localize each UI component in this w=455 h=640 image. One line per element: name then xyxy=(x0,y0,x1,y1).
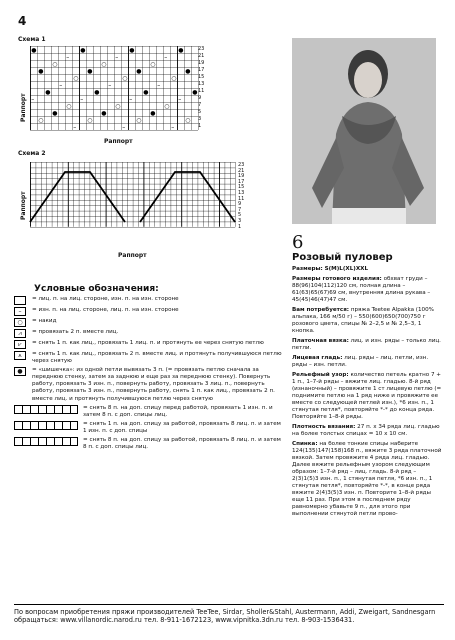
row-number: 7 xyxy=(198,102,202,108)
stitch-symbol: – xyxy=(115,54,119,61)
legend-text: = накид xyxy=(32,318,57,324)
relief-text: количество петель кратно 7 + 1 п., 1–7-й ряды – вяжите лиц. гладью. 8-й ряд (изнаночный) – провяжите 1 ст лицевую петлю (= поднимите петлю на 1 ряд ниже и провяжите ее вместе со следующей петлей изн.), *6 изн. п., 1 стянутая петля*, повторяйте *-* до конца ряда. Повторяйте 1–8-й ряды. xyxy=(292,372,442,420)
stitch-symbol-icon xyxy=(14,296,26,305)
stitch-symbol: ○ xyxy=(115,103,121,110)
legend-item xyxy=(14,351,282,365)
legend-item xyxy=(14,296,282,305)
footer-yarn-contacts: По вопросам приобретения пряжи производителей TeeTee, Sirdar, Sholler&Stahl, Austermann, Addi, Zweigart, Sandnesgarn обращаться: www.villanordic.narod.ru тел. 8-911-1672123, www.vipnitka.3dn.ru тел. 8-903-1536431. xyxy=(14,604,444,625)
scheme2-axis-bottom: Раппорт xyxy=(118,252,147,259)
stitch-symbol: ○ xyxy=(122,75,128,82)
back-text: на более тонкие спицы наберите 124(135)147(158)168 п., вяжите 3 ряда платочной вязкой. Затем провяжите 4 ряда лиц. гладью. Далее вяжите рельефным узором следующим образом: 1–7-й ряд – лиц. гладь. 8-й ряд – 2(3)1(5)3 изн. п., 1 стянутая петля, *6 изн. п., 1 стянутая петля*, повторяйте *-*, в конце ряда вяжите 2(4)3(5)3 изн. п. Повторите 1–8-й ряды еще 11 раз. При этом в последнем ряду равномерно убавьте 9 п., для этого при выполнении стянутой петли прово- xyxy=(292,441,442,517)
scheme1-axis-bottom: Раппорт xyxy=(104,138,133,145)
pattern-instructions xyxy=(292,266,442,521)
legend-title: Условные обозначения: xyxy=(34,284,159,294)
legend-list xyxy=(14,296,282,453)
row-number: 19 xyxy=(198,60,205,66)
legend-text: = провязать 2 п. вместе лиц. xyxy=(32,329,119,335)
stitch-symbol: ○ xyxy=(150,61,156,68)
row-number: 13 xyxy=(198,81,205,87)
cable-diagonal-lines xyxy=(30,172,235,222)
stitch-symbol: ○ xyxy=(101,61,107,68)
pattern-title: Розовый пуловер xyxy=(292,252,393,263)
legend-item xyxy=(14,329,282,338)
stitch-symbol-icon: ⩚ xyxy=(14,351,26,360)
row-number: 21 xyxy=(198,53,205,59)
stitch-symbol: – xyxy=(164,54,168,61)
stitch-symbol: ○ xyxy=(171,75,177,82)
materials-text: пряжа Teetee Alpakka (100% альпака, 166 м/50 г) – 550(600)650(700)750 г розового цвета, спицы № 2–2,5 и № 2,5–3, 1 кнопка. xyxy=(292,307,434,334)
legend-item xyxy=(14,367,282,402)
dimensions-label: Размеры готового изделия: xyxy=(292,276,382,282)
density-text: 27 п. x 34 ряда лиц. гладью на более толстых спицах = 10 x 10 см. xyxy=(292,424,440,437)
row-number: 5 xyxy=(238,212,242,219)
stitch-symbol: ○ xyxy=(185,117,191,124)
pattern-number: 6 xyxy=(292,232,304,253)
sizes-label: Размеры: xyxy=(292,266,323,272)
dimensions-text: обхват груди – 88(96)104(112)120 см, полная длина – 61(63)65(67)69 см, внутренняя длина рукава – 45(45)46(47)47 см. xyxy=(292,276,431,303)
legend-item xyxy=(14,318,282,327)
stitch-symbol: ○ xyxy=(73,75,79,82)
scheme1-title: Схема 1 xyxy=(18,36,46,43)
stitch-symbol: ● xyxy=(45,89,51,96)
legend-text: = снять 1 п. как лиц., провязать 2 п. вместе лиц. и протянуть получившуюся петлю через снятую xyxy=(32,351,282,365)
stitch-symbol: ● xyxy=(38,68,44,75)
row-number: 11 xyxy=(238,195,245,202)
stitch-symbol: ● xyxy=(31,47,37,54)
stitch-symbol: ● xyxy=(150,110,156,117)
scheme2-axis-left: Раппорт xyxy=(20,191,27,220)
row-number: 17 xyxy=(198,67,205,73)
cable-symbol-icon xyxy=(14,437,78,446)
scheme2-title: Схема 2 xyxy=(18,150,46,157)
legend-item xyxy=(14,307,282,316)
stitch-symbol: ○ xyxy=(87,117,93,124)
row-number: 3 xyxy=(238,218,242,224)
row-number: 19 xyxy=(238,173,245,180)
stitch-symbol: ● xyxy=(101,110,107,117)
stitch-symbol: ● xyxy=(52,110,58,117)
stitch-symbol-icon: ● xyxy=(14,367,26,376)
row-number: 17 xyxy=(238,178,245,185)
legend-item xyxy=(14,437,282,451)
plain-text: лиц. и изн. ряды – только лиц. петли. xyxy=(292,338,441,351)
stitch-symbol: – xyxy=(66,54,70,61)
stitch-symbol: ● xyxy=(136,68,142,75)
scheme1-grid xyxy=(30,46,198,131)
cable-symbol-icon xyxy=(14,405,78,414)
stitch-symbol: ● xyxy=(129,47,135,54)
stitch-symbol: – xyxy=(129,96,133,103)
cable-symbol-icon xyxy=(14,421,78,430)
stitch-symbol: ○ xyxy=(38,117,44,124)
legend-item xyxy=(14,421,282,435)
row-number: 9 xyxy=(238,201,242,208)
legend-text: = лиц. п. на лиц. стороне, изн. п. на изн. стороне xyxy=(32,296,179,302)
stitch-symbol: – xyxy=(178,96,182,103)
stockinette-text: лиц. ряды – лиц. петли, изн. ряды – изн. петли. xyxy=(292,355,429,368)
stitch-symbol: – xyxy=(157,82,161,89)
legend-text: = снять 1 п. на доп. спицу за работой, провязать 8 лиц. п. и затем 1 изн. п. с доп. спицы xyxy=(83,420,281,434)
scheme2-grid xyxy=(30,162,235,244)
stitch-symbol: – xyxy=(80,96,84,103)
stitch-symbol: ○ xyxy=(136,117,142,124)
row-number: 9 xyxy=(198,95,202,101)
stitch-symbol: ● xyxy=(143,89,149,96)
stitch-symbol: ○ xyxy=(164,103,170,110)
row-number: 5 xyxy=(198,109,202,115)
plain-label: Платочная вязка: xyxy=(292,338,349,344)
page-number: 4 xyxy=(18,14,27,28)
row-number: 7 xyxy=(238,206,242,213)
model-photo xyxy=(292,38,436,224)
row-number: 13 xyxy=(238,190,245,196)
stitch-symbol: ● xyxy=(185,68,191,75)
row-number: 23 xyxy=(198,46,205,52)
stitch-symbol: – xyxy=(73,124,77,131)
legend-text: = снять 8 п. на доп. спицу за работой, провязать 8 лиц. п. и затем 8 п. с доп. спицы лиц. xyxy=(83,437,281,451)
stitch-symbol: ● xyxy=(80,47,86,54)
row-number: 1 xyxy=(238,223,242,230)
legend-item xyxy=(14,405,282,419)
stitch-symbol: – xyxy=(108,82,112,89)
stitch-symbol: ● xyxy=(192,89,198,96)
scheme1-axis-left: Раппорт xyxy=(20,93,27,122)
legend-text: = снять 1 п. как лиц., провязать 1 лиц. п. и протянуть ее через снятую петлю xyxy=(32,340,264,346)
stitch-symbol: – xyxy=(122,124,126,131)
stitch-symbol: ● xyxy=(178,47,184,54)
legend-item xyxy=(14,340,282,349)
stitch-symbol: ● xyxy=(94,89,100,96)
row-number: 3 xyxy=(198,116,202,122)
stitch-symbol-icon: ⩘ xyxy=(14,329,26,338)
relief-label: Рельефный узор: xyxy=(292,372,349,378)
row-number: 15 xyxy=(238,184,245,191)
stitch-symbol: – xyxy=(171,124,175,131)
legend-text: = «шишечка»: из одной петли вывязать 3 п. (= провязать петлю сначала за переднюю стенку, затем за заднюю и еще раз за переднюю стенку). Повернуть работу, провязать 3 изн. п., повернуть работу, провязать 3 лиц. п., повернуть работу, провязать 3 изн. п., повернуть работу, снять 1 п. как лиц., провязать 2 п. вместе лиц. и протянуть получившуюся петлю через снятую xyxy=(32,367,275,402)
stitch-symbol: – xyxy=(59,82,63,89)
legend-text: = снять 8 п. на доп. спицу перед работой, провязать 1 изн. п. и затем 8 п. с доп. спицы лиц. xyxy=(83,404,273,418)
row-number: 11 xyxy=(198,88,205,94)
stockinette-label: Лицевая гладь: xyxy=(292,355,343,361)
stitch-symbol: ○ xyxy=(52,61,58,68)
stitch-symbol-icon: ○ xyxy=(14,318,26,327)
stitch-symbol: – xyxy=(31,96,35,103)
row-number: 1 xyxy=(198,123,202,129)
stitch-symbol: ● xyxy=(87,68,93,75)
stitch-symbol-icon: ⩗ xyxy=(14,340,26,349)
woman-in-sweater-image xyxy=(292,38,436,224)
density-label: Плотность вязания: xyxy=(292,424,356,430)
stitch-symbol-icon: – xyxy=(14,307,26,316)
materials-label: Вам потребуется: xyxy=(292,307,350,313)
row-number: 23 xyxy=(238,162,245,168)
sizes-value: S(M)L(XL)XXL xyxy=(324,266,369,272)
legend-text: = изн. п. на лиц. стороне, лиц. п. на изн. стороне xyxy=(32,307,179,313)
back-label: Спинка: xyxy=(292,441,318,447)
stitch-symbol: ○ xyxy=(66,103,72,110)
row-number: 21 xyxy=(238,167,245,174)
row-number: 15 xyxy=(198,74,205,80)
